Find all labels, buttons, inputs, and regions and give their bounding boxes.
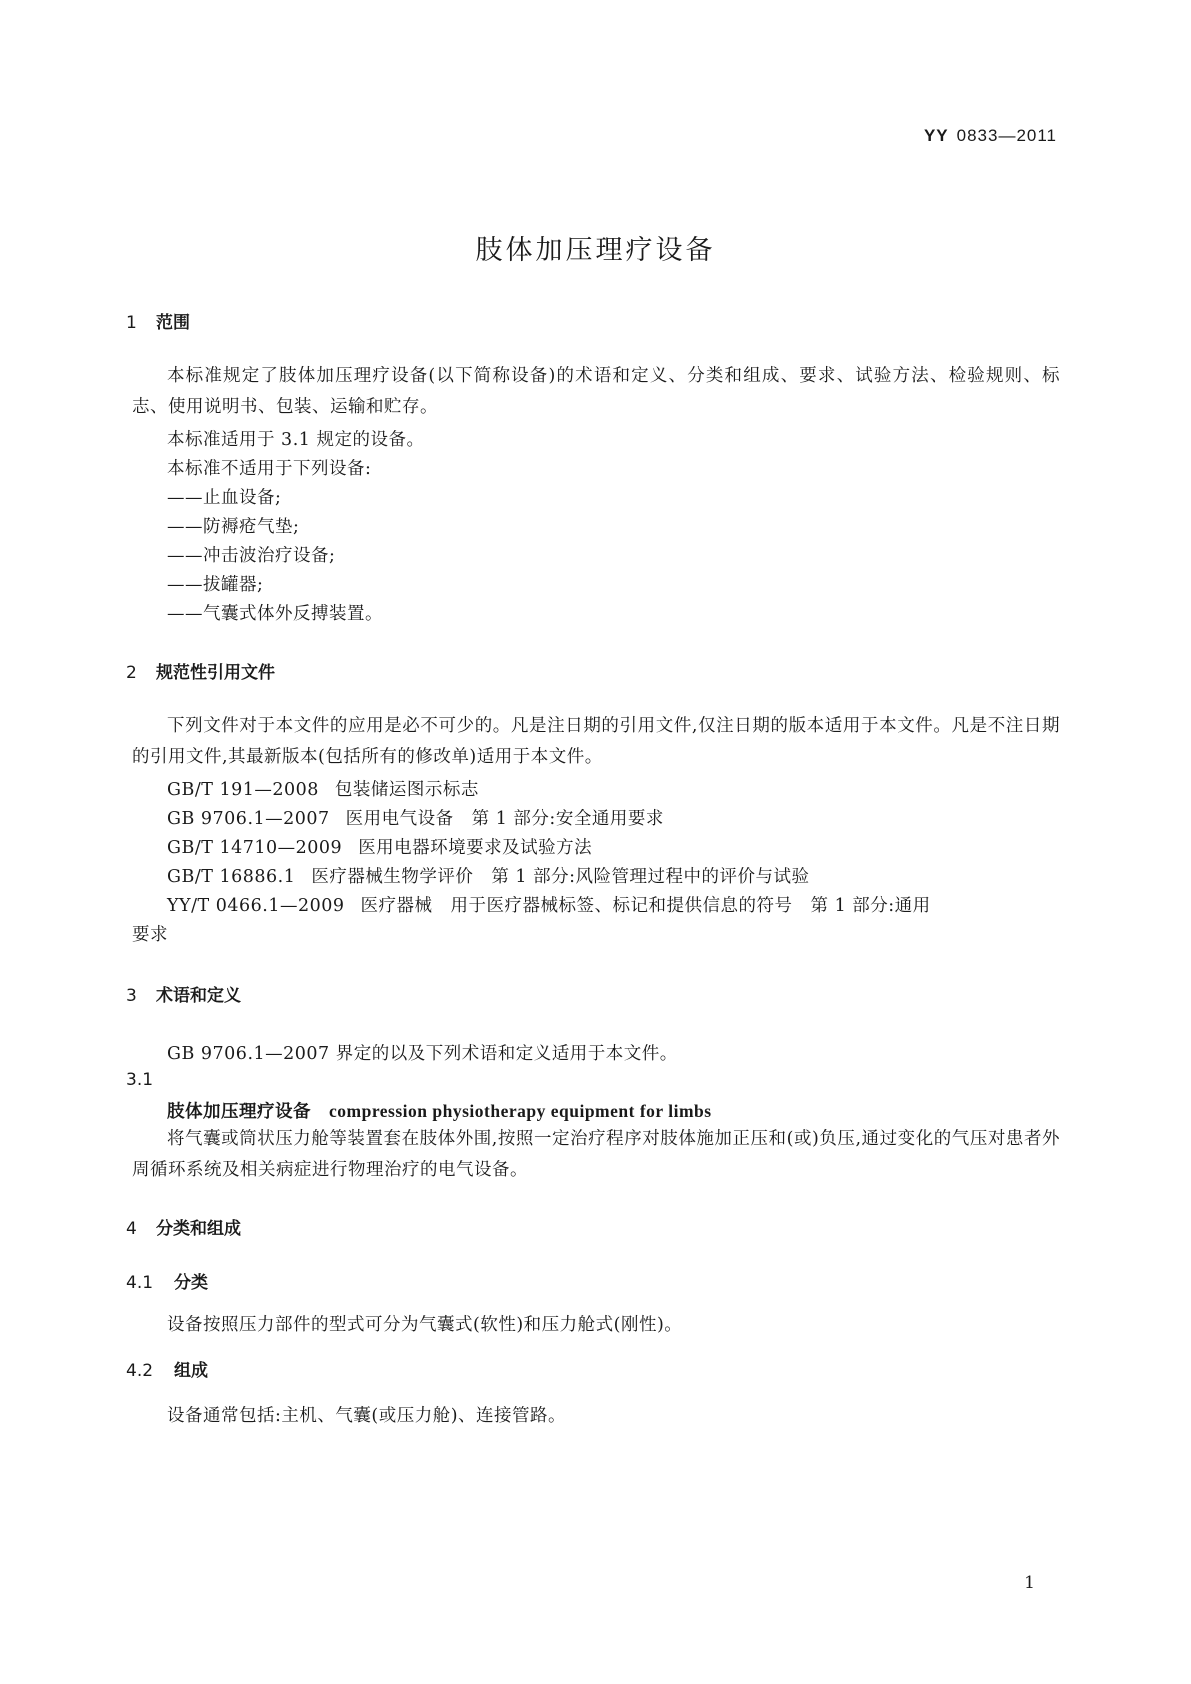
reference-title: 医疗器械 用于医疗器械标签、标记和提供信息的符号 第 1 部分:通用 — [360, 896, 931, 916]
subsection-3-1-number: 3.1 — [126, 1070, 154, 1090]
term-english: compression physiotherapy equipment for limbs — [329, 1101, 712, 1121]
reference-title: 医用电气设备 第 1 部分:安全通用要求 — [345, 809, 664, 829]
reference-code: GB/T 16886.1 — [167, 867, 296, 887]
reference-code: GB 9706.1—2007 — [167, 809, 330, 829]
term-definition: 将气囊或筒状压力舱等装置套在肢体外围,按照一定治疗程序对肢体施加正压和(或)负压,通过变化的气压对患者外周循环系统及相关病症进行物理治疗的电气设备。 — [132, 1129, 1060, 1180]
reference-continuation: 要求 — [132, 925, 168, 945]
reference-item — [167, 805, 664, 830]
subsection-4-2-paragraph: 设备通常包括:主机、气囊(或压力舱)、连接管路。 — [167, 1406, 567, 1426]
section-number: 3 — [126, 986, 137, 1006]
section-title: 范围 — [156, 313, 190, 333]
section-number: 4 — [126, 1219, 137, 1239]
reference-code: GB/T 14710—2009 — [167, 838, 343, 858]
subsection-title: 分类 — [174, 1273, 208, 1293]
section-1-paragraph-1: 本标准规定了肢体加压理疗设备(以下简称设备)的术语和定义、分类和组成、要求、试验方法、检验规则、标志、使用说明书、包装、运输和贮存。 — [132, 366, 1060, 417]
reference-title: 包装储运图示标志 — [334, 780, 479, 800]
reference-item — [167, 863, 810, 888]
subsection-number: 4.1 — [126, 1273, 154, 1293]
section-1-heading — [126, 308, 190, 333]
reference-item — [167, 892, 931, 917]
list-item: ——防褥疮气垫; — [167, 517, 300, 537]
section-title: 规范性引用文件 — [156, 663, 275, 683]
section-3-heading — [126, 981, 241, 1006]
term-entry — [167, 1098, 712, 1123]
document-title: 肢体加压理疗设备 — [475, 235, 716, 266]
subsection-4-1-paragraph: 设备按照压力部件的型式可分为气囊式(软性)和压力舱式(刚性)。 — [167, 1315, 683, 1335]
standard-number: 0833—2011 — [956, 126, 1057, 145]
page-number: 1 — [1024, 1573, 1035, 1593]
standard-code — [924, 126, 1057, 146]
section-title: 分类和组成 — [156, 1219, 241, 1239]
section-number: 1 — [126, 313, 137, 333]
subsection-number: 4.2 — [126, 1361, 154, 1381]
standard-prefix: YY — [923, 126, 949, 145]
subsection-4-1-heading — [126, 1268, 208, 1293]
list-item: ——气囊式体外反搏装置。 — [167, 604, 383, 624]
section-number: 2 — [126, 663, 137, 683]
reference-title: 医疗器械生物学评价 第 1 部分:风险管理过程中的评价与试验 — [311, 867, 810, 887]
reference-title: 医用电器环境要求及试验方法 — [358, 838, 593, 858]
section-2-heading — [126, 658, 275, 683]
section-4-heading — [126, 1214, 241, 1239]
section-1-paragraph-3: 本标准不适用于下列设备: — [167, 459, 372, 479]
reference-code: GB/T 191—2008 — [167, 780, 319, 800]
reference-item — [167, 834, 592, 859]
reference-code: YY/T 0466.1—2009 — [167, 896, 345, 916]
reference-item — [167, 776, 479, 801]
term-chinese: 肢体加压理疗设备 — [167, 1102, 311, 1122]
subsection-4-2-heading — [126, 1356, 208, 1381]
list-item: ——拔罐器; — [167, 575, 264, 595]
list-item: ——冲击波治疗设备; — [167, 546, 336, 566]
section-1-paragraph-2: 本标准适用于 3.1 规定的设备。 — [167, 430, 425, 450]
section-2-paragraph-1: 下列文件对于本文件的应用是必不可少的。凡是注日期的引用文件,仅注日期的版本适用于本文件。凡是不注日期的引用文件,其最新版本(包括所有的修改单)适用于本文件。 — [132, 716, 1060, 767]
section-title: 术语和定义 — [156, 986, 241, 1006]
subsection-title: 组成 — [174, 1361, 208, 1381]
list-item: ——止血设备; — [167, 488, 282, 508]
section-3-paragraph-1: GB 9706.1—2007 界定的以及下列术语和定义适用于本文件。 — [167, 1044, 678, 1064]
